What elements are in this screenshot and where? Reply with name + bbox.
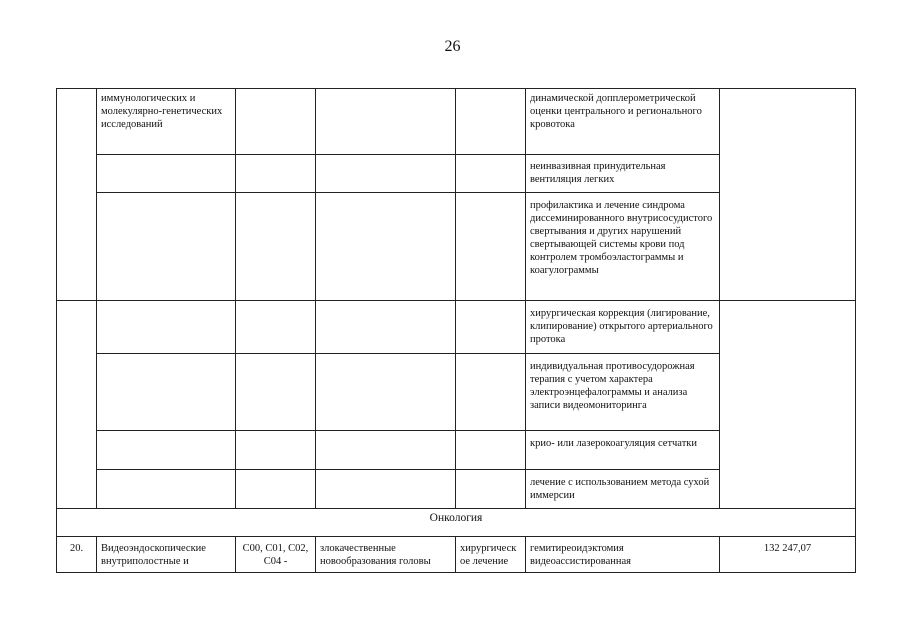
cell-disease (316, 354, 456, 431)
cell-disease (316, 431, 456, 470)
table-row (57, 301, 856, 354)
cell-disease (316, 155, 456, 193)
cell-codes (236, 470, 316, 509)
cell-treatment (456, 470, 526, 509)
cell-disease: злокачественные новообразования головы (316, 537, 456, 573)
cell-treatment (456, 155, 526, 193)
cell-service-name (97, 193, 236, 301)
cell-service-name (97, 354, 236, 431)
cell-service-name: Видеоэндоскопические внутриполостные и (97, 537, 236, 573)
cell-number (57, 301, 97, 509)
services-table (56, 88, 856, 573)
cell-disease (316, 89, 456, 155)
cell-codes (236, 354, 316, 431)
cell-treatment (456, 354, 526, 431)
cell-treatment (456, 89, 526, 155)
table-row (57, 89, 856, 155)
cell-method: лечение с использованием метода сухой иммерсии (526, 470, 720, 509)
cell-codes (236, 155, 316, 193)
cell-service-name (97, 470, 236, 509)
section-row (57, 509, 856, 537)
cell-method: хирургическая коррекция (лигирование, клипирование) открытого артериального протока (526, 301, 720, 354)
cell-method: индивидуальная противосудорожная терапия с учетом характера электроэнцефалограммы и анализа записи видеомониторинга (526, 354, 720, 431)
cell-service-name (97, 155, 236, 193)
cell-number: 20. (57, 537, 97, 573)
cell-codes (236, 301, 316, 354)
cell-price (720, 301, 856, 509)
cell-codes (236, 193, 316, 301)
cell-method: крио- или лазерокоагуляция сетчатки (526, 431, 720, 470)
cell-codes (236, 89, 316, 155)
cell-treatment (456, 193, 526, 301)
cell-price (720, 89, 856, 301)
cell-number (57, 89, 97, 301)
cell-treatment: хирургическ ое лечение (456, 537, 526, 573)
section-title: Онкология (57, 509, 856, 537)
cell-method: неинвазивная принудительная вентиляция легких (526, 155, 720, 193)
page-number: 26 (444, 38, 461, 55)
cell-disease (316, 193, 456, 301)
cell-service-name: иммунологических и молекулярно-генетических исследований (97, 89, 236, 155)
cell-treatment (456, 301, 526, 354)
cell-method: динамической допплерометрической оценки центрального и регионального кровотока (526, 89, 720, 155)
cell-method: профилактика и лечение синдрома диссеминированного внутрисосудистого свертывания и других нарушений свертывающей системы крови под контролем тромбоэластограммы и коагулограммы (526, 193, 720, 301)
cell-disease (316, 470, 456, 509)
cell-method: гемитиреоидэктомия видеоассистированная (526, 537, 720, 573)
cell-service-name (97, 301, 236, 354)
cell-treatment (456, 431, 526, 470)
cell-price: 132 247,07 (720, 537, 856, 573)
cell-disease (316, 301, 456, 354)
cell-codes: C00, C01, C02, C04 - (236, 537, 316, 573)
cell-service-name (97, 431, 236, 470)
cell-codes (236, 431, 316, 470)
table-row (57, 537, 856, 573)
